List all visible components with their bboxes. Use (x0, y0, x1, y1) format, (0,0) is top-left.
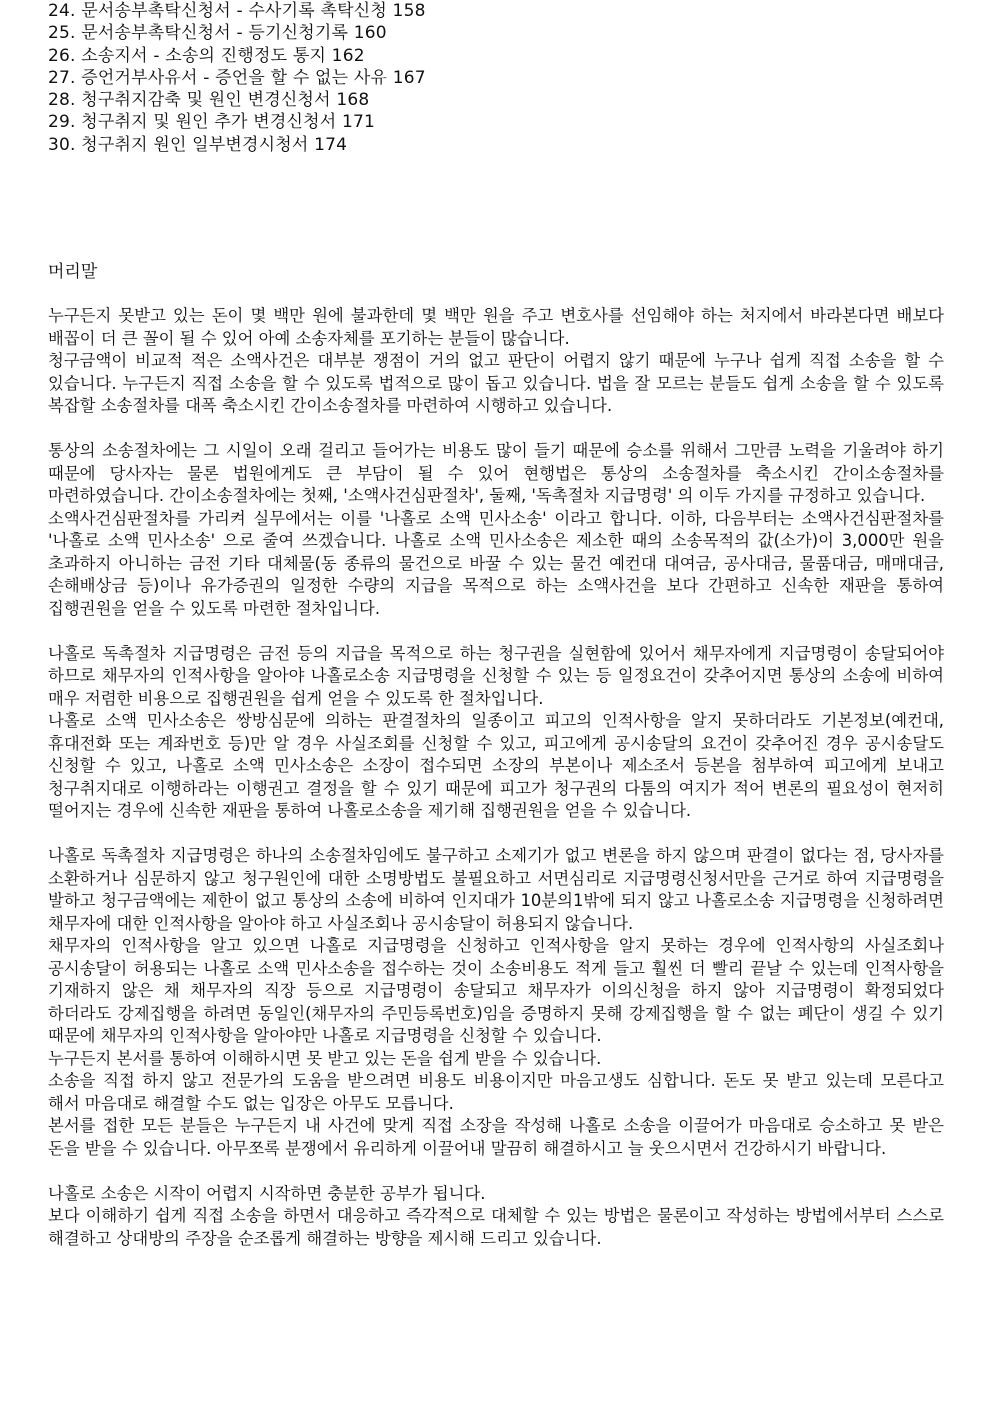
preface-paragraph: 채무자의 인적사항을 알고 있으면 나홀로 지급명령을 신청하고 인적사항을 알지 못하는 경우에 인적사항의 사실조회나 공시송달이 허용되는 나홀로 소액 민사소송을 접수하는 것이 소송비용도 적게 들고 훨씬 더 빨리 끝날 수 있는데 인적사항을 기재하지 않은 채 채무자의 직장 등으로 지급명령이 송달되고 채무자가 이의신청을 하지 않아 지급명령이 확정되었다 하더라도 강제집행을 하려면 동일인(채무자의 주민등록번호)임을 증명하지 못해 강제집행을 할 수 없는 폐단이 생길 수 있기 때문에 채무자의 인적사항을 알아야만 나홀로 지급명령을 신청할 수 있습니다. (48, 936, 944, 1045)
toc-item: 25. 문서송부촉탁신청서 - 등기신청기록 160 (48, 23, 387, 44)
preface-paragraph: 나홀로 소액 민사소송은 쌍방심문에 의하는 판결절차의 일종이고 피고의 인적사항을 알지 못하더라도 기본정보(예컨대, 휴대전화 또는 계좌번호 등)만 알 경우 사실조회를 신청할 수 있고, 피고에게 공시송달의 요건이 갖추어진 경우 공시송달도 신청할 수 있고, 나홀로 소액 민사소송은 소장이 접수되면 소장의 부본이나 제소조서 등본을 첨부하여 피고에게 보내고 청구취지대로 이행하라는 이행권고 결정을 할 수 있기 때문에 피고가 청구권의 다툼의 여지가 적어 변론의 필요성이 현저히 떨어지는 경우에 신속한 재판을 통하여 나홀로소송을 제기해 집행권원을 얻을 수 있습니다. (48, 711, 944, 820)
preface-paragraph: 나홀로 독촉절차 지급명령은 금전 등의 지급을 목적으로 하는 청구권을 실현함에 있어서 채무자에게 지급명령이 송달되어야 하므로 채무자의 인적사항을 알아야 나홀로소송 지급명령을 신청할 수 있는 등 일정요건이 갖추어지면 통상의 소송에 비하여 매우 저렴한 비용으로 집행권원을 쉽게 얻을 수 있도록 한 절차입니다. (48, 643, 944, 708)
paragraph-gap (48, 620, 944, 643)
table-of-contents (48, 0, 944, 156)
toc-item: 27. 증언거부사유서 - 증언을 할 수 없는 사유 167 (48, 67, 426, 88)
preface-paragraph: 소액사건심판절차를 가리켜 실무에서는 이를 '나홀로 소액 민사소송' 이라고 합니다. 이하, 다음부터는 소액사건심판절차를 '나홀로 소액 민사소송' 으로 줄여 쓰겠습니다. 나홀로 소액 민사소송은 제소한 때의 소송목적의 값(소가)이 3,000만 원을 초과하지 아니하는 금전 기타 대체물(동 종류의 물건으로 바꿀 수 있는 물건 예컨대 대여금, 공사대금, 물품대금, 매매대금, 손해배상금 등)이나 유가증권의 일정한 수량의 지급을 목적으로 하는 소액사건을 보다 간편하고 신속한 재판을 통하여 집행권원을 얻을 수 있도록 마련한 절차입니다. (48, 508, 944, 618)
preface-paragraph: 청구금액이 비교적 적은 소액사건은 대부분 쟁점이 거의 없고 판단이 어렵지 않기 때문에 누구나 쉽게 직접 소송을 할 수 있습니다. 누구든지 직접 소송을 할 수 있도록 법적으로 많이 돕고 있습니다. 법을 잘 모르는 분들도 쉽게 소송을 할 수 있도록 복잡할 소송절차를 대폭 축소시킨 간이소송절차를 마련하여 시행하고 있습니다. (48, 351, 944, 415)
preface-paragraph: 누구든지 본서를 통하여 이해하시면 못 받고 있는 돈을 쉽게 받을 수 있습니다. (48, 1048, 602, 1068)
preface-paragraph: 본서를 접한 모든 분들은 누구든지 내 사건에 맞게 직접 소장을 작성해 나홀로 소송을 이끌어가 마음대로 승소하고 못 받은 돈을 받을 수 있습니다. 아무쪼록 분쟁에서 유리하게 이끌어내 말끔히 해결하시고 늘 웃으시면서 건강하시기 바랍니다. (48, 1116, 944, 1158)
preface-paragraph: 누구든지 못받고 있는 돈이 몇 백만 원에 불과한데 몇 백만 원을 주고 변호사를 선임해야 하는 처지에서 바라본다면 배보다 배꼽이 더 큰 꼴이 될 수 있어 아예 소송자체를 포기하는 분들이 많습니다. (48, 306, 944, 348)
preface-paragraph: 소송을 직접 하지 않고 전문가의 도움을 받으려면 비용도 비용이지만 마음고생도 심합니다. 돈도 못 받고 있는데 모른다고 해서 마음대로 해결할 수도 없는 입장은 아무도 모릅니다. (48, 1071, 944, 1113)
toc-item: 28. 청구취지감축 및 원인 변경신청서 168 (48, 90, 370, 111)
preface-paragraph: 나홀로 소송은 시작이 어렵지 시작하면 충분한 공부가 됩니다. (48, 1183, 486, 1203)
paragraph-gap (48, 823, 944, 846)
preface-paragraph: 보다 이해하기 쉽게 직접 소송을 하면서 대응하고 즉각적으로 대체할 수 있는 방법은 물론이고 작성하는 방법에서부터 스스로 해결하고 상대방의 주장을 순조롭게 해결하는 방향을 제시해 드리고 있습니다. (48, 1206, 944, 1248)
toc-item: 26. 소송지서 - 소송의 진행정도 통지 162 (48, 45, 365, 66)
toc-item: 30. 청구취지 원인 일부변경시청서 174 (48, 134, 348, 155)
preface-paragraph: 나홀로 독촉절차 지급명령은 하나의 소송절차임에도 불구하고 소제기가 없고 변론을 하지 않으며 판결이 없다는 점, 당사자를 소환하거나 심문하지 않고 청구원인에 대한 소명방법도 불필요하고 서면심리로 지급명령신청서만을 근거로 하여 지급명령을 발하고 청구금액에는 제한이 없고 통상의 소송에 비하여 인지대가 10분의1밖에 되지 않고 나홀로소송 지급명령을 신청하려면 채무자에 대한 인적사항을 알아야 하고 사실조회나 공시송달이 허용되지 않습니다. (48, 846, 944, 933)
preface-paragraph: 통상의 소송절차에는 그 시일이 오래 걸리고 들어가는 비용도 많이 들기 때문에 승소를 위해서 그만큼 노력을 기울려야 하기 때문에 당사자는 물론 법원에게도 큰 부담이 될 수 있어 현행법은 통상의 소송절차를 축소시킨 간이소송절차를 마련하였습니다. 간이소송절차에는 첫째, '소액사건심판절차', 둘째, '독촉절차 지급명령' 의 이두 가지를 규정하고 있습니다. (48, 441, 944, 505)
paragraph-gap (48, 1160, 944, 1183)
preface-body (48, 305, 944, 1250)
paragraph-gap (48, 418, 944, 441)
toc-item: 29. 청구취지 및 원인 추가 변경신청서 171 (48, 112, 376, 133)
preface-heading: 머리말 (48, 262, 98, 282)
document-page (48, 0, 944, 1248)
toc-item: 24. 문서송부촉탁신청서 - 수사기록 촉탁신청 158 (48, 1, 426, 21)
